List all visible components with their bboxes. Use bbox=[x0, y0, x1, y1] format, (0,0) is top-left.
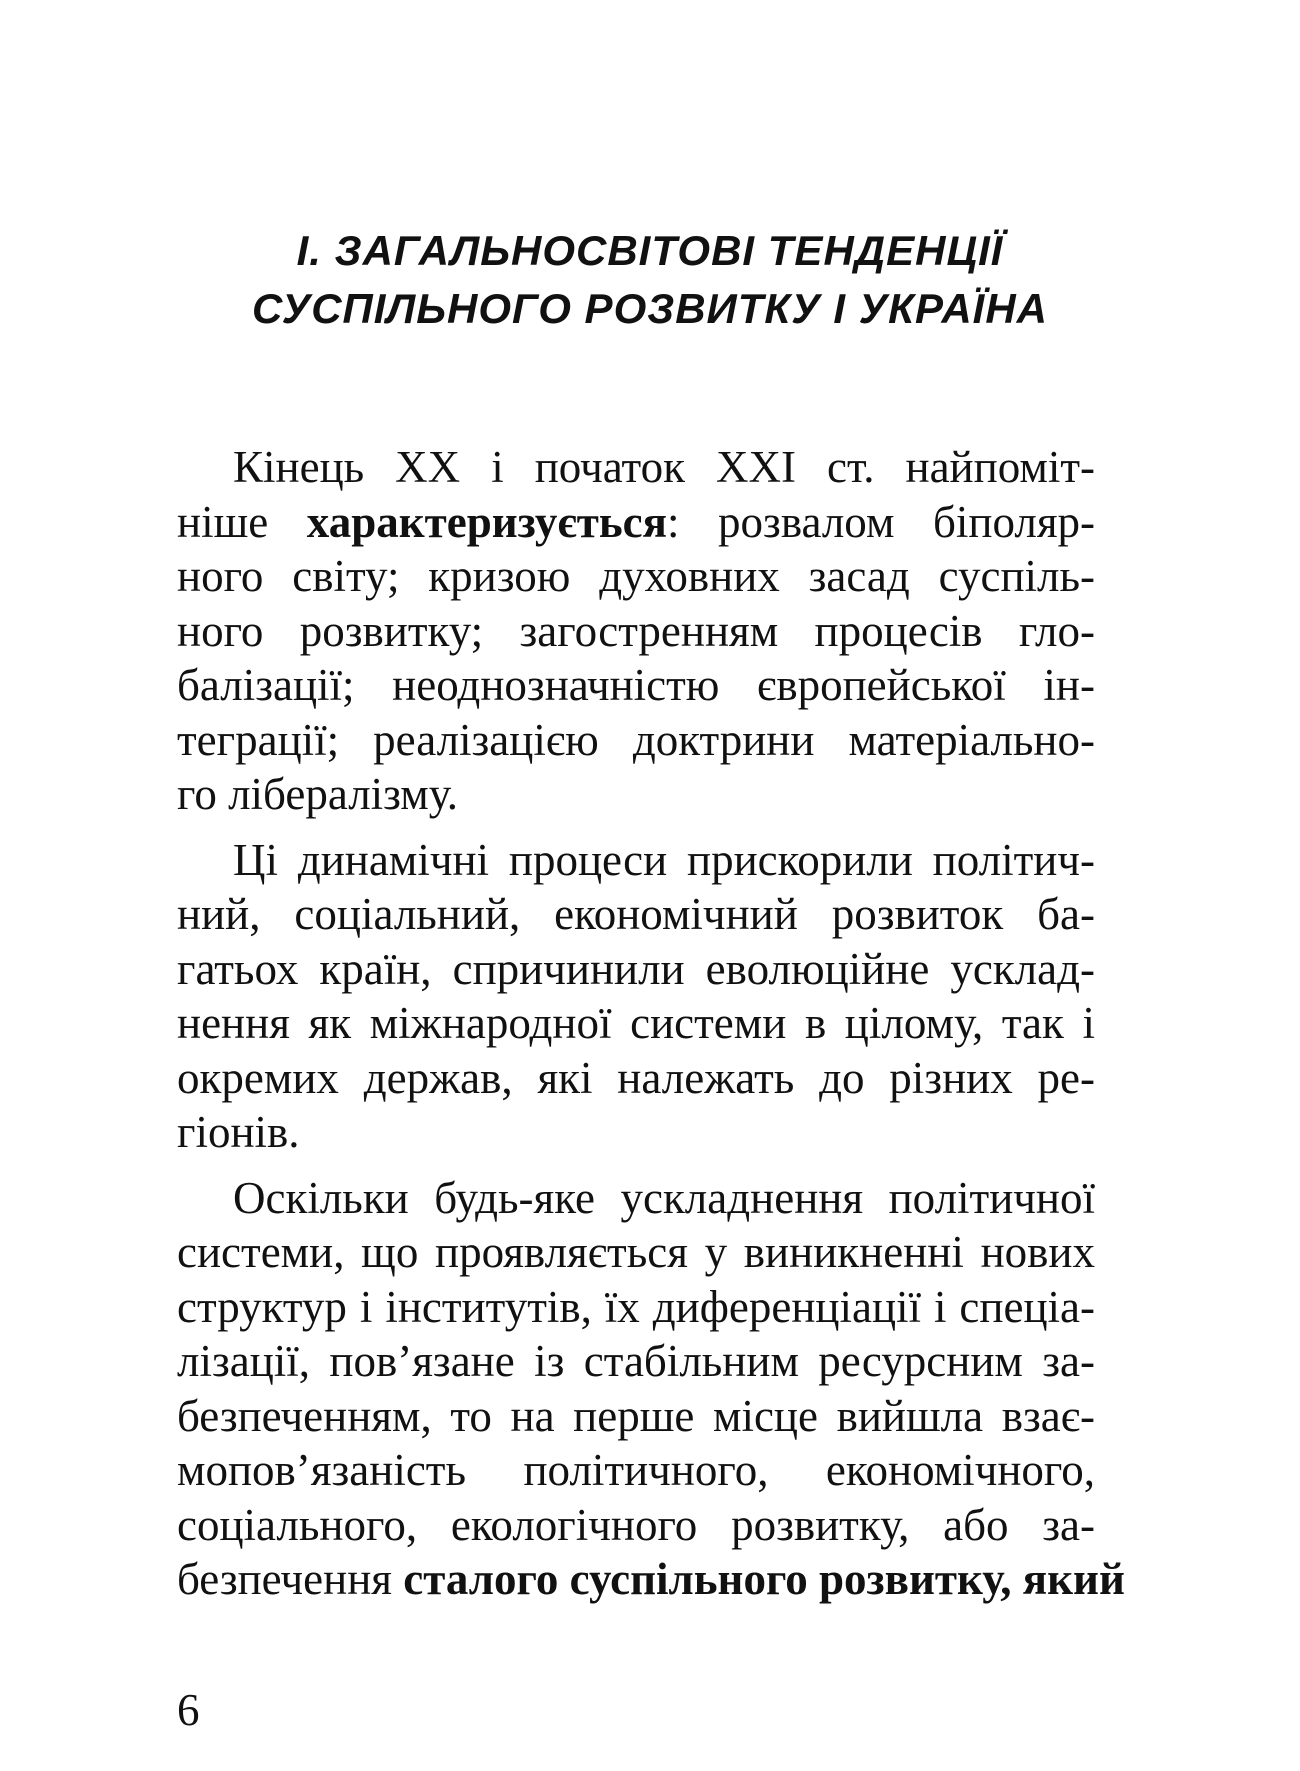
chapter-heading bbox=[180, 222, 1120, 338]
bold-term: сталого суспільного розвитку, який bbox=[403, 1554, 1125, 1604]
text-line: системи, що проявляється у виникненні нових bbox=[177, 1227, 1095, 1277]
text-line: Кінець XX і початок XXI ст. найпоміт- bbox=[233, 442, 1095, 492]
text-line: балізації; неоднозначністю європейської ін- bbox=[177, 660, 1095, 710]
text-line: ного світу; кризою духовних засад суспіль- bbox=[177, 551, 1095, 601]
text-line: окремих держав, які належать до різних ре- bbox=[177, 1052, 1095, 1103]
chapter-heading-line-2: СУСПІЛЬНОГО РОЗВИТКУ І УКРАЇНА bbox=[252, 285, 1048, 332]
text-line: мопов’язаність політичного, економічного, bbox=[177, 1445, 1095, 1495]
body-text bbox=[177, 440, 1125, 1607]
text-line: нення як міжнародної системи в цілому, так і bbox=[177, 998, 1095, 1048]
text-line: соціального, екологічного розвитку, або за- bbox=[177, 1499, 1095, 1550]
text-line: теграції; реалізацією доктрини матеріально- bbox=[177, 714, 1095, 765]
text-run: безпечення bbox=[177, 1554, 404, 1604]
text-line: гіонів. bbox=[177, 1107, 300, 1157]
text-line: безпеченням, то на перше місце вийшла взає- bbox=[177, 1390, 1095, 1441]
text-line: лізації, пов’язане із стабільним ресурсним за- bbox=[177, 1336, 1095, 1386]
text-run: ніше bbox=[177, 496, 307, 547]
text-line: ний, соціальний, економічний розвиток ба- bbox=[177, 889, 1095, 939]
text-line: гатьох країн, спричинили еволюційне усклад- bbox=[177, 943, 1095, 994]
text-line: ного розвитку; загостренням процесів гло- bbox=[177, 605, 1095, 656]
paragraph-2 bbox=[177, 833, 1095, 1160]
text-line: Оскільки будь-яке ускладнення політичної bbox=[233, 1172, 1095, 1223]
paragraph-3 bbox=[177, 1171, 1125, 1607]
page-number: 6 bbox=[177, 1685, 200, 1735]
text-run: : розвалом біполяр- bbox=[666, 496, 1096, 547]
text-line: го лібералізму. bbox=[177, 769, 459, 819]
text-line bbox=[177, 1552, 1125, 1607]
text-line: Ці динамічні процеси прискорили політич- bbox=[233, 834, 1095, 885]
text-line: структур і інститутів, їх диференціації і спеціа- bbox=[177, 1281, 1095, 1332]
chapter-heading-line-1: І. ЗАГАЛЬНОСВІТОВІ ТЕНДЕНЦІЇ bbox=[296, 227, 1004, 274]
text-line bbox=[177, 495, 1095, 550]
bold-term: характеризується bbox=[306, 496, 667, 547]
paragraph-1 bbox=[177, 440, 1095, 822]
